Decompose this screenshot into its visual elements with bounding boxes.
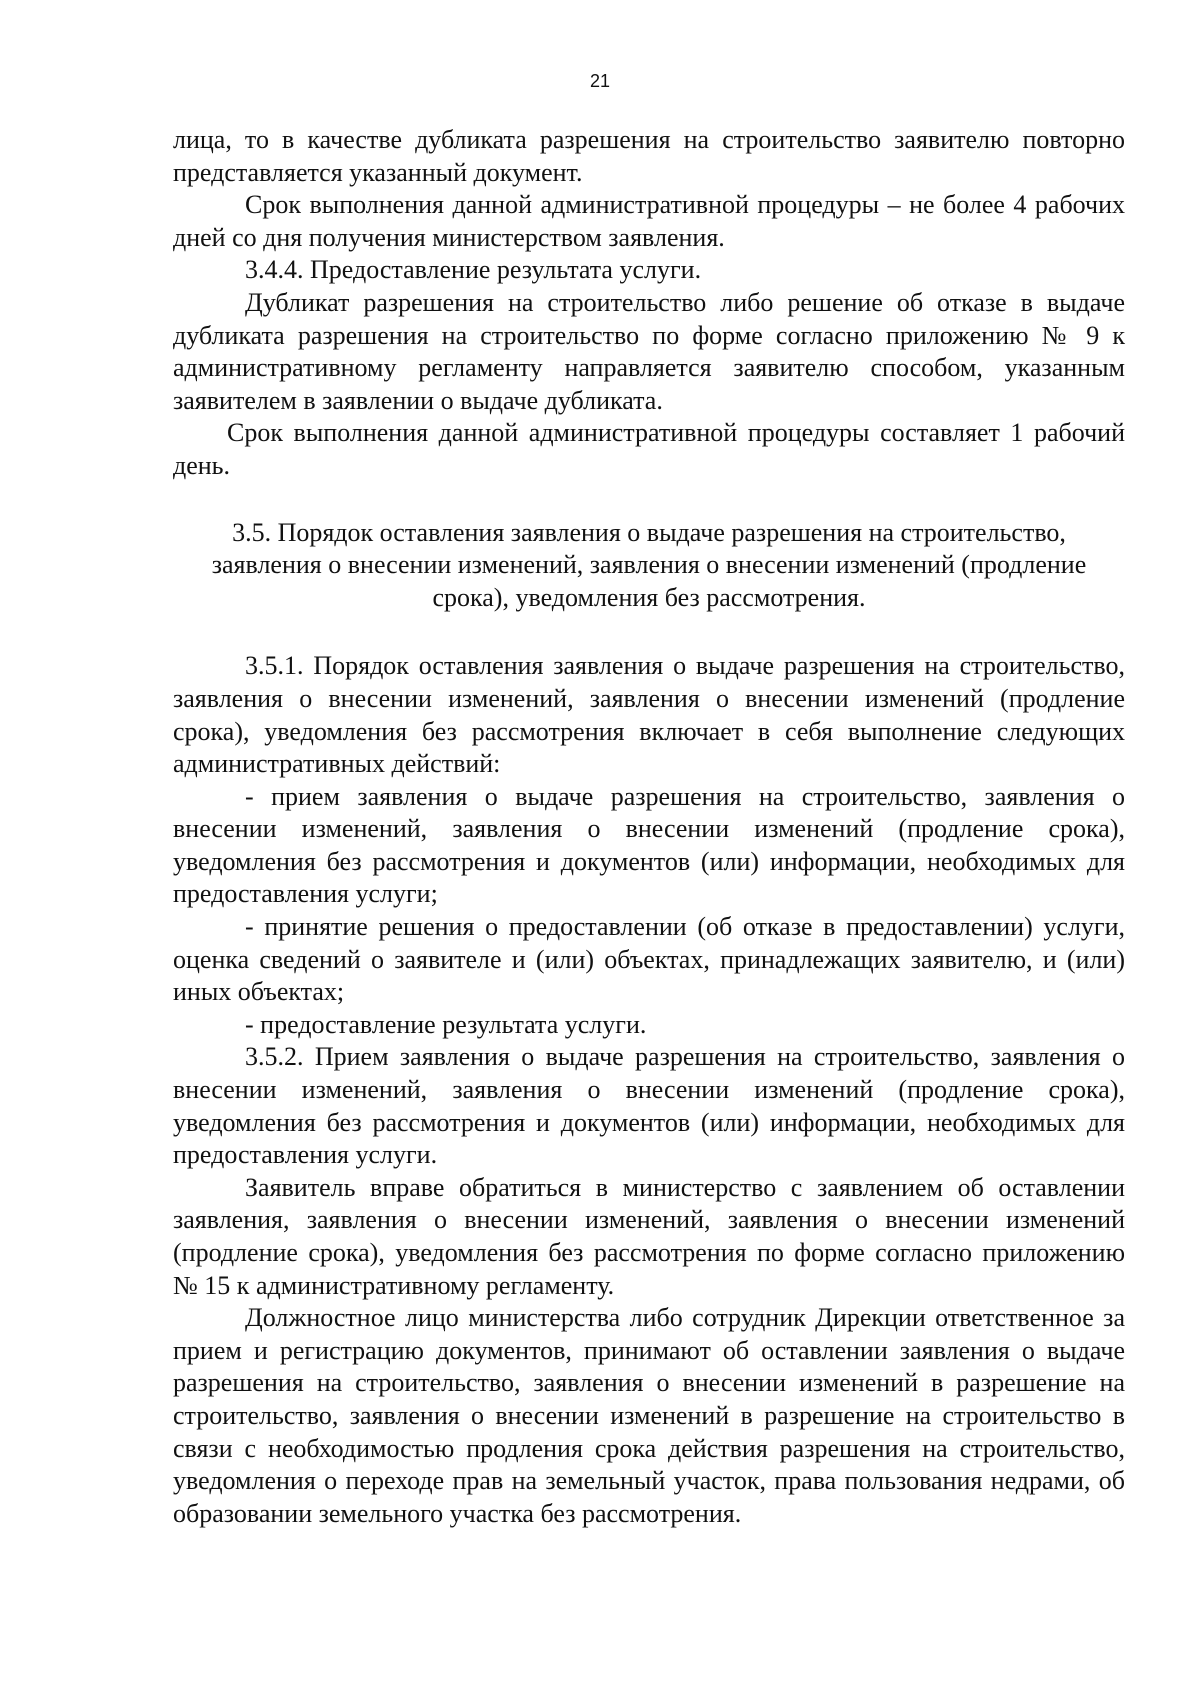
list-item: - принятие решения о предоставлении (об отказе в предоставлении) услуги, оценка сведений о заявителе и (или) объектах, принадлежащих заявителю, и (или) иных объектах; xyxy=(173,912,1125,1007)
paragraph: 3.5.1. Порядок оставления заявления о выдаче разрешения на строительство, заявления о внесении изменений, заявления о внесении изменений (продление срока), уведомления без рассмотрения включает в себя выполнение следующих административных действий: xyxy=(173,651,1125,779)
list-item: - прием заявления о выдаче разрешения на строительство, заявления о внесении изменений, заявления о внесении изменений (продление срока), уведомления без рассмотрения и документов (или) информации, необходимых для предоставления услуги; xyxy=(173,781,1125,909)
list-item: - предоставление результата услуги. xyxy=(245,1009,647,1039)
document-body xyxy=(173,124,1125,1530)
paragraph: лица, то в качестве дубликата разрешения на строительство заявителю повторно представляется указанный документ. xyxy=(173,125,1125,187)
paragraph: Срок выполнения данной административной процедуры составляет 1 рабочий день. xyxy=(173,418,1125,480)
paragraph: Срок выполнения данной административной процедуры – не более 4 рабочих дней со дня получения министерством заявления. xyxy=(173,190,1125,252)
paragraph: Должностное лицо министерства либо сотрудник Дирекции ответственное за прием и регистрацию документов, принимают об оставлении заявления о выдаче разрешения на строительство, заявления о внесении изменений в разрешение на строительство, заявления о внесении изменений в разрешение на строительство в связи с необходимостью продления срока действия разрешения на строительство, уведомления о переходе прав на земельный участок, права пользования недрами, об образовании земельного участка без рассмотрения. xyxy=(173,1303,1125,1528)
paragraph: Дубликат разрешения на строительство либо решение об отказе в выдаче дубликата разрешения на строительство по форме согласно приложению № 9 к административному регламенту направляется заявителю способом, указанным заявителем в заявлении о выдаче дубликата. xyxy=(173,287,1125,415)
paragraph: Заявитель вправе обратиться в министерство с заявлением об оставлении заявления, заявления о внесении изменений, заявления о внесении изменений (продление срока), уведомления без рассмотрения по форме согласно приложению № 15 к административному регламенту. xyxy=(173,1172,1125,1300)
paragraph: 3.5.2. Прием заявления о выдаче разрешения на строительство, заявления о внесении изменений, заявления о внесении изменений (продление срока), уведомления без рассмотрения и документов (или) информации, необходимых для предоставления услуги. xyxy=(173,1042,1125,1170)
subsection-heading: 3.4.4. Предоставление результата услуги. xyxy=(245,255,702,285)
section-heading: 3.5. Порядок оставления заявления о выдаче разрешения на строительство, заявления о внесении изменений, заявления о внесении изменений (продление срока), уведомления без рассмотрения. xyxy=(211,517,1087,612)
page-number: 21 xyxy=(589,71,611,91)
